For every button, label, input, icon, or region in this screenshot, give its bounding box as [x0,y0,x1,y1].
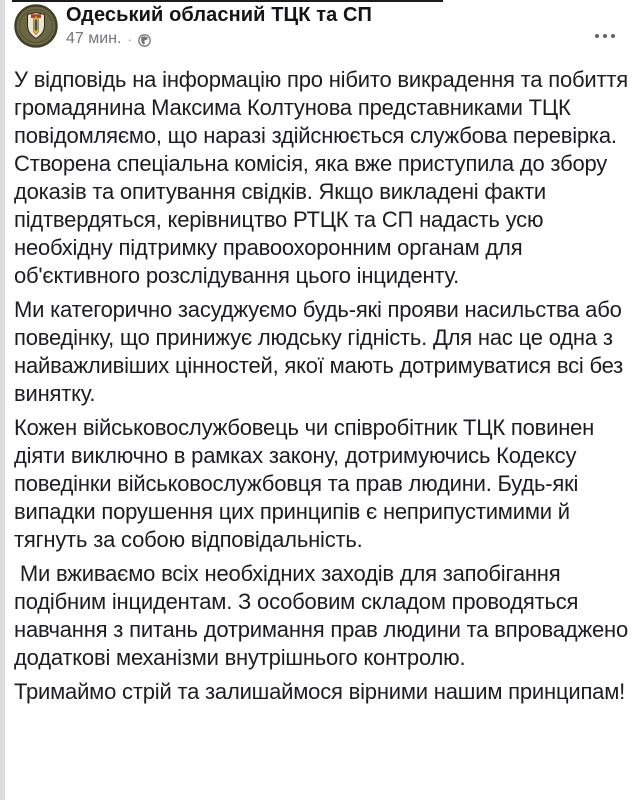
post-paragraph: У відповідь на інформацію про нібито викрадення та побиття громадянина Максима Колтунова представниками ТЦК повідомляємо, що наразі здійснюється службова перевірка. Створена спеціальна комісія, яка вже приступила до збору доказів та опитування свідків. Якщо викладені факти підтвердяться, керівництво РТЦК та СП надасть усю необхідну підтримку правоохоронним органам для об'єктивного розслідування цього інциденту. [14,67,634,288]
post-header [5,0,641,52]
post-paragraph: Ми категорично засуджуємо будь-які прояви насильства або поведінку, що принижує людську гідність. Для нас це одна з найважливіших цінностей, якої мають дотримуватися всі без винятку. [14,297,629,406]
post-body-text [5,52,641,706]
meta-separator: · [127,31,133,47]
social-post [5,0,641,712]
post-header-text [66,3,372,48]
post-timestamp[interactable]: 47 мин. [66,30,122,47]
post-meta-row [66,30,372,48]
post-paragraph: Кожен військовослужбовець чи співробітник ТЦК повинен діяти виключно в рамках закону, дотримуючись Кодексу поведінки військовослужбовця та прав людини. Будь-які випадки порушення цих принципів є неприпустимими й тягнуть за собою відповідальність. [14,415,601,552]
globe-icon [138,34,151,47]
ellipsis-dot [611,34,615,38]
page-name[interactable]: Одеський обласний ТЦК та СП [66,4,373,26]
post-paragraph: Ми вживаємо всіх необхідних заходів для запобігання подібним інцидентам. З особовим складом проводяться навчання з питань дотримання прав людини та впроваджено додаткові механізми внутрішнього контролю. [14,561,634,670]
ellipsis-dot [595,34,599,38]
more-options-button[interactable] [591,30,619,42]
ellipsis-dot [603,34,607,38]
post-paragraph: Тримаймо стрій та залишаймося вірними нашим принципам! [14,679,626,704]
page-avatar-military-emblem[interactable] [14,4,58,48]
